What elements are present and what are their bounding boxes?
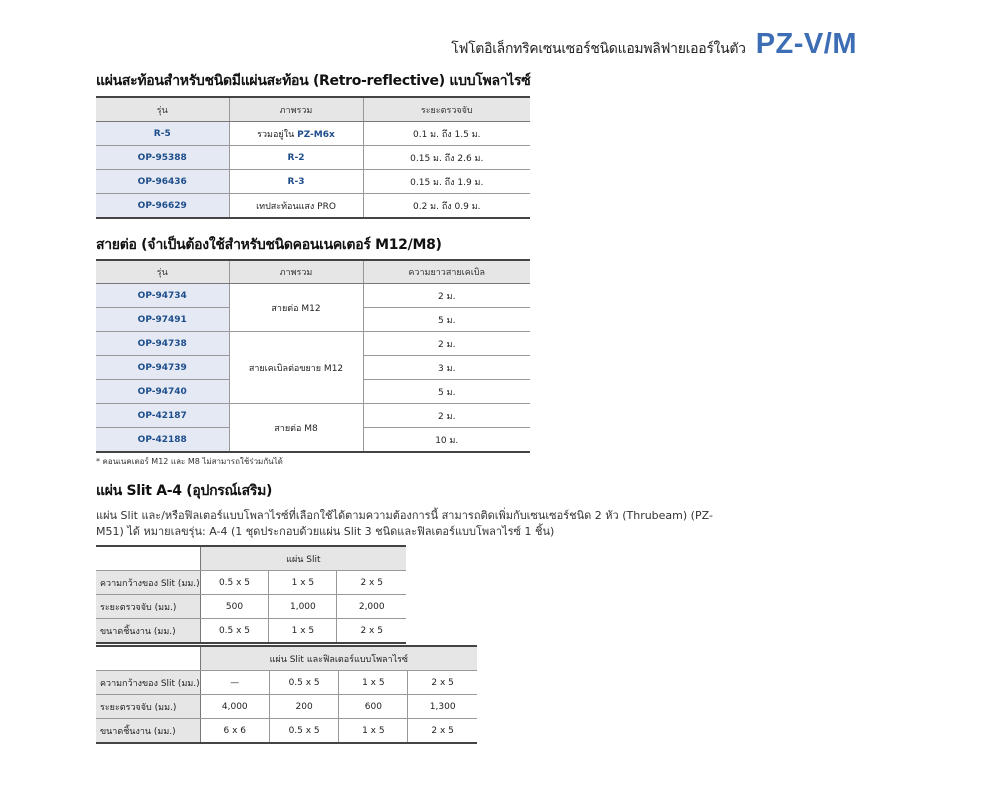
table-row — [96, 404, 530, 428]
overview-cell — [229, 122, 363, 146]
column-header-overview: ภาพรวม — [229, 97, 363, 122]
value-cell: 1,000 — [269, 595, 337, 619]
length-cell: 5 ม. — [363, 380, 530, 404]
value-cell: 1 x 5 — [269, 619, 337, 644]
model-cell: OP-94740 — [96, 380, 229, 404]
value-cell: 0.5 x 5 — [269, 719, 339, 744]
page-header — [451, 28, 857, 61]
value-cell: 2 x 5 — [337, 619, 406, 644]
overview-cell — [229, 170, 363, 194]
table-row — [96, 170, 530, 194]
model-cell: OP-94739 — [96, 356, 229, 380]
table-row — [96, 695, 477, 719]
table-header-row — [96, 97, 530, 122]
table-row — [96, 619, 406, 644]
table-header-row — [96, 646, 477, 671]
table-header-row — [96, 546, 406, 571]
overview-cell: สายต่อ M8 — [229, 404, 363, 453]
column-header-overview: ภาพรวม — [229, 260, 363, 284]
slit-filter-table — [96, 645, 477, 744]
row-label: ความกว้างของ Slit (มม.) — [96, 671, 200, 695]
section-title-slit: แผ่น Slit A-4 (อุปกรณ์เสริม) — [96, 483, 273, 499]
table-row — [96, 284, 530, 308]
value-cell: 6 x 6 — [223, 725, 247, 736]
table-header-row — [96, 260, 530, 284]
row-label: ระยะตรวจจับ (มม.) — [96, 595, 200, 619]
connector-note: * คอนเนคเตอร์ M12 และ M8 ไม่สามารถใช้ร่วมกันได้ — [96, 457, 283, 466]
model-cell: R-5 — [96, 122, 229, 146]
column-header-model: รุ่น — [96, 260, 229, 284]
column-header-length: ความยาวสายเคเบิล — [363, 260, 530, 284]
value-cell: — — [200, 671, 269, 695]
overview-highlight: R-2 — [287, 152, 305, 163]
table-row — [96, 146, 530, 170]
value-cell: 1 x 5 — [339, 719, 408, 744]
length-cell: 3 ม. — [363, 356, 530, 380]
range-cell: 0.15 ม. ถึง 2.6 ม. — [363, 146, 530, 170]
value-cell: 1 x 5 — [339, 671, 408, 695]
overview-cell — [229, 194, 363, 219]
value-cell: 600 — [339, 695, 408, 719]
table-row — [96, 332, 530, 356]
column-header-range: ระยะตรวจจับ — [363, 97, 530, 122]
row-label: ขนาดชิ้นงาน (มม.) — [96, 719, 200, 744]
value-cell: 2 x 5 — [337, 571, 406, 595]
row-label: ความกว้างของ Slit (มม.) — [96, 571, 200, 595]
column-header-model: รุ่น — [96, 97, 229, 122]
table-row — [96, 671, 477, 695]
range-cell: 0.1 ม. ถึง 1.5 ม. — [363, 122, 530, 146]
overview-text: เทปสะท้อนแสง PRO — [256, 201, 336, 212]
overview-cell — [229, 146, 363, 170]
length-cell: 2 ม. — [363, 332, 530, 356]
model-cell: OP-94734 — [96, 284, 229, 308]
overview-cell: สายเคเบิลต่อขยาย M12 — [229, 332, 363, 404]
header-subtitle: โฟโตอิเล็กทริคเซนเซอร์ชนิดแอมพลิฟายเออร์ในตัว — [451, 41, 746, 57]
value-cell: 0.5 x 5 — [200, 571, 269, 595]
model-cell: OP-95388 — [96, 146, 229, 170]
model-cell: OP-96436 — [96, 170, 229, 194]
range-cell: 0.15 ม. ถึง 1.9 ม. — [363, 170, 530, 194]
overview-highlight: PZ-M6x — [297, 129, 335, 140]
value-cell: 1,300 — [408, 695, 477, 719]
length-cell: 2 ม. — [363, 284, 530, 308]
overview-text: รวมอยู่ใน — [257, 129, 298, 140]
overview-highlight: R-3 — [287, 176, 305, 187]
value-cell: 2 x 5 — [408, 719, 477, 744]
model-cell: OP-94738 — [96, 332, 229, 356]
overview-cell: สายต่อ M12 — [229, 284, 363, 332]
range-cell: 0.2 ม. ถึง 0.9 ม. — [363, 194, 530, 219]
length-cell: 2 ม. — [363, 404, 530, 428]
corner-cell — [96, 646, 200, 671]
group-header: แผ่น Slit และฟิลเตอร์แบบโพลาไรซ์ — [200, 646, 477, 671]
section-title-reflectors: แผ่นสะท้อนสำหรับชนิดมีแผ่นสะท้อน (Retro-reflective) แบบโพลาไรซ์ — [96, 73, 531, 89]
value-cell: 1 x 5 — [269, 571, 337, 595]
model-cell: OP-42187 — [96, 404, 229, 428]
table-row — [96, 595, 406, 619]
row-label: ระยะตรวจจับ (มม.) — [96, 695, 200, 719]
value-cell: 2 x 5 — [408, 671, 477, 695]
table-row — [96, 719, 477, 744]
length-cell: 10 ม. — [363, 428, 530, 453]
row-label: ขนาดชิ้นงาน (มม.) — [96, 619, 200, 644]
value-cell: 0.5 x 5 — [218, 625, 251, 636]
model-cell: OP-42188 — [96, 428, 229, 453]
value-cell: 500 — [200, 595, 269, 619]
section-title-cables: สายต่อ (จำเป็นต้องใช้สำหรับชนิดคอนเนคเตอร์ M12/M8) — [96, 237, 442, 253]
group-header: แผ่น Slit — [200, 546, 406, 571]
value-cell: 200 — [269, 695, 339, 719]
reflector-table — [96, 96, 530, 219]
length-cell: 5 ม. — [363, 308, 530, 332]
model-cell: OP-97491 — [96, 308, 229, 332]
value-cell: 2,000 — [337, 595, 406, 619]
table-row — [96, 122, 530, 146]
slit-table — [96, 545, 406, 644]
table-row — [96, 571, 406, 595]
model-cell: OP-96629 — [96, 194, 229, 219]
cable-table — [96, 259, 530, 453]
table-row — [96, 194, 530, 219]
value-cell: 4,000 — [200, 695, 269, 719]
header-product-code: PZ-V/M — [755, 28, 857, 60]
value-cell: 0.5 x 5 — [269, 671, 339, 695]
slit-description: แผ่น Slit และ/หรือฟิลเตอร์แบบโพลาไรซ์ที่เลือกใช้ได้ตามความต้องการนี้ สามารถติดเพิ่มกับเซนเซอร์ชนิด 2 หัว (Thrubeam) (PZ-M51) ได้ หมายเลขรุ่น: A-4 (1 ชุดประกอบด้วยแผ่น Slit 3 ชนิดและฟิลเตอร์แบบโพลาไรซ์ 1 ชิ้น) — [96, 509, 713, 538]
corner-cell — [96, 546, 200, 571]
